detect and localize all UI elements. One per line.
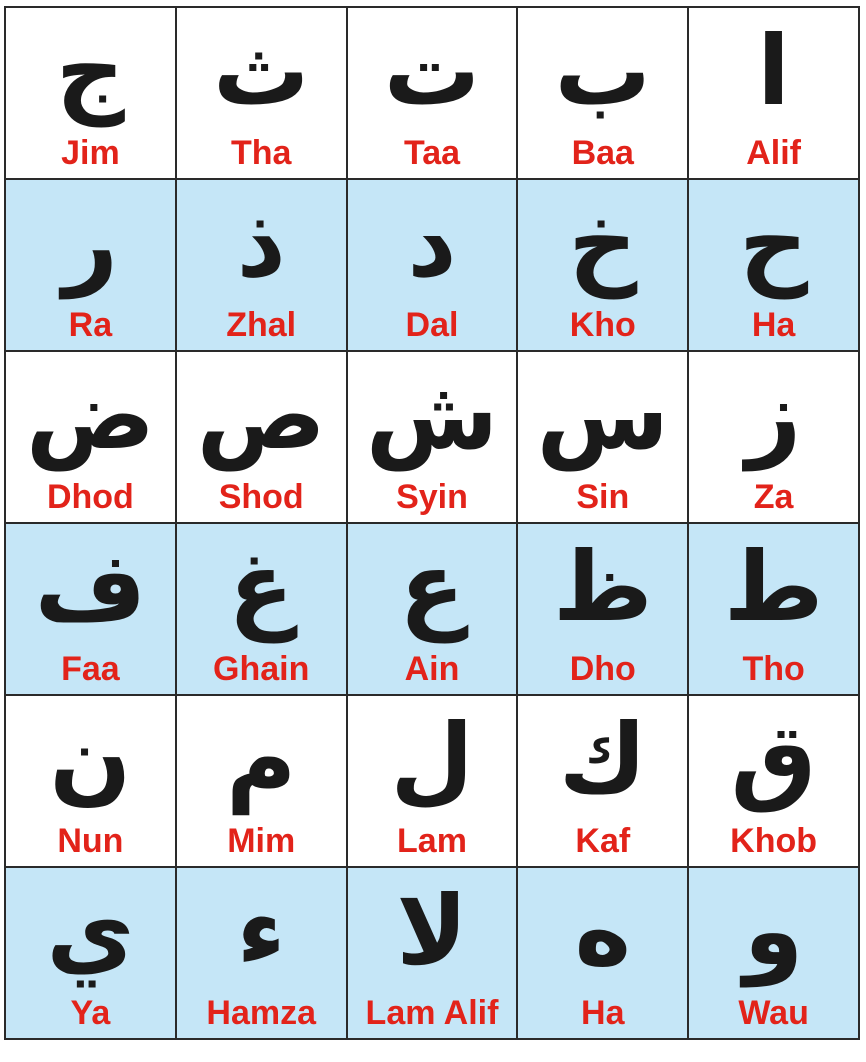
letter-name: Ghain [213, 650, 310, 688]
letter-name: Taa [403, 134, 461, 172]
arabic-glyph: غ [228, 531, 294, 643]
alphabet-grid [4, 6, 860, 1040]
arabic-glyph: ب [554, 15, 652, 127]
arabic-glyph: ي [46, 875, 135, 987]
arabic-glyph: ج [55, 15, 125, 127]
arabic-glyph: ر [62, 187, 119, 299]
letter-cell [688, 523, 859, 695]
letter-name: Za [753, 478, 794, 516]
letter-cell [176, 523, 347, 695]
letter-cell [347, 7, 518, 179]
alphabet-grid-body [5, 7, 859, 1039]
arabic-glyph: ث [212, 15, 310, 127]
arabic-glyph: ذ [236, 187, 286, 299]
letter-name: Baa [571, 134, 634, 172]
letter-name: Dal [405, 306, 459, 344]
letter-name: Wau [738, 994, 809, 1032]
arabic-glyph: ء [236, 875, 286, 987]
letter-name: Jim [61, 134, 120, 172]
letter-name: Kho [569, 306, 636, 344]
letter-cell [347, 523, 518, 695]
grid-row [5, 695, 859, 867]
letter-cell [517, 867, 688, 1039]
arabic-glyph: ل [390, 703, 474, 815]
grid-row [5, 179, 859, 351]
letter-name: Alif [746, 134, 801, 172]
letter-cell [347, 867, 518, 1039]
arabic-glyph: ا [757, 15, 791, 127]
letter-cell [688, 695, 859, 867]
arabic-glyph: م [226, 703, 297, 815]
arabic-glyph: ز [745, 359, 802, 471]
arabic-glyph: ع [399, 531, 465, 643]
letter-name: Dhod [46, 478, 134, 516]
letter-name: Lam Alif [365, 994, 499, 1032]
arabic-glyph: ف [34, 531, 147, 643]
letter-name: Zhal [226, 306, 297, 344]
arabic-glyph: ك [558, 703, 647, 815]
letter-cell [517, 695, 688, 867]
letter-name: Mim [227, 822, 296, 860]
arabic-glyph: ض [25, 359, 155, 471]
arabic-glyph: ه [574, 875, 632, 987]
letter-name: Ya [70, 994, 111, 1032]
grid-row [5, 867, 859, 1039]
letter-name: Ain [404, 650, 460, 688]
letter-cell [517, 523, 688, 695]
letter-name: Tha [230, 134, 292, 172]
arabic-glyph: ت [383, 15, 481, 127]
arabic-glyph: لا [396, 875, 468, 987]
letter-cell [517, 351, 688, 523]
arabic-glyph: ظ [552, 531, 653, 643]
letter-cell [347, 179, 518, 351]
arabic-glyph: ق [730, 703, 817, 815]
letter-cell [5, 523, 176, 695]
letter-cell [176, 695, 347, 867]
letter-name: Ha [581, 994, 625, 1032]
letter-name: Khob [730, 822, 818, 860]
arabic-glyph: ص [196, 359, 326, 471]
letter-cell [688, 351, 859, 523]
letter-name: Lam [397, 822, 467, 860]
letter-name: Faa [61, 650, 120, 688]
letter-cell [5, 867, 176, 1039]
letter-cell [517, 179, 688, 351]
letter-cell [688, 179, 859, 351]
letter-cell [176, 179, 347, 351]
arabic-glyph: ح [739, 187, 809, 299]
letter-cell [688, 867, 859, 1039]
letter-cell [688, 7, 859, 179]
letter-cell [347, 351, 518, 523]
letter-name: Ha [751, 306, 796, 344]
letter-name: Syin [396, 478, 468, 516]
grid-row [5, 523, 859, 695]
letter-name: Ra [68, 306, 113, 344]
letter-cell [5, 179, 176, 351]
grid-row [5, 7, 859, 179]
letter-name: Kaf [575, 822, 631, 860]
grid-row [5, 351, 859, 523]
letter-name: Hamza [206, 994, 316, 1032]
letter-cell [5, 695, 176, 867]
arabic-glyph: د [407, 187, 457, 299]
letter-cell [5, 7, 176, 179]
arabic-glyph: ن [49, 703, 132, 815]
letter-cell [5, 351, 176, 523]
letter-cell [176, 867, 347, 1039]
arabic-glyph: و [743, 875, 804, 987]
letter-name: Nun [57, 822, 124, 860]
arabic-glyph: ط [723, 531, 824, 643]
letter-name: Dho [569, 650, 636, 688]
arabic-glyph: ش [365, 359, 499, 471]
letter-cell [176, 351, 347, 523]
arabic-glyph: خ [568, 187, 638, 299]
letter-cell [517, 7, 688, 179]
letter-cell [176, 7, 347, 179]
letter-name: Shod [218, 478, 304, 516]
letter-name: Tho [742, 650, 805, 688]
letter-cell [347, 695, 518, 867]
letter-name: Sin [576, 478, 630, 516]
arabic-glyph: س [536, 359, 670, 471]
